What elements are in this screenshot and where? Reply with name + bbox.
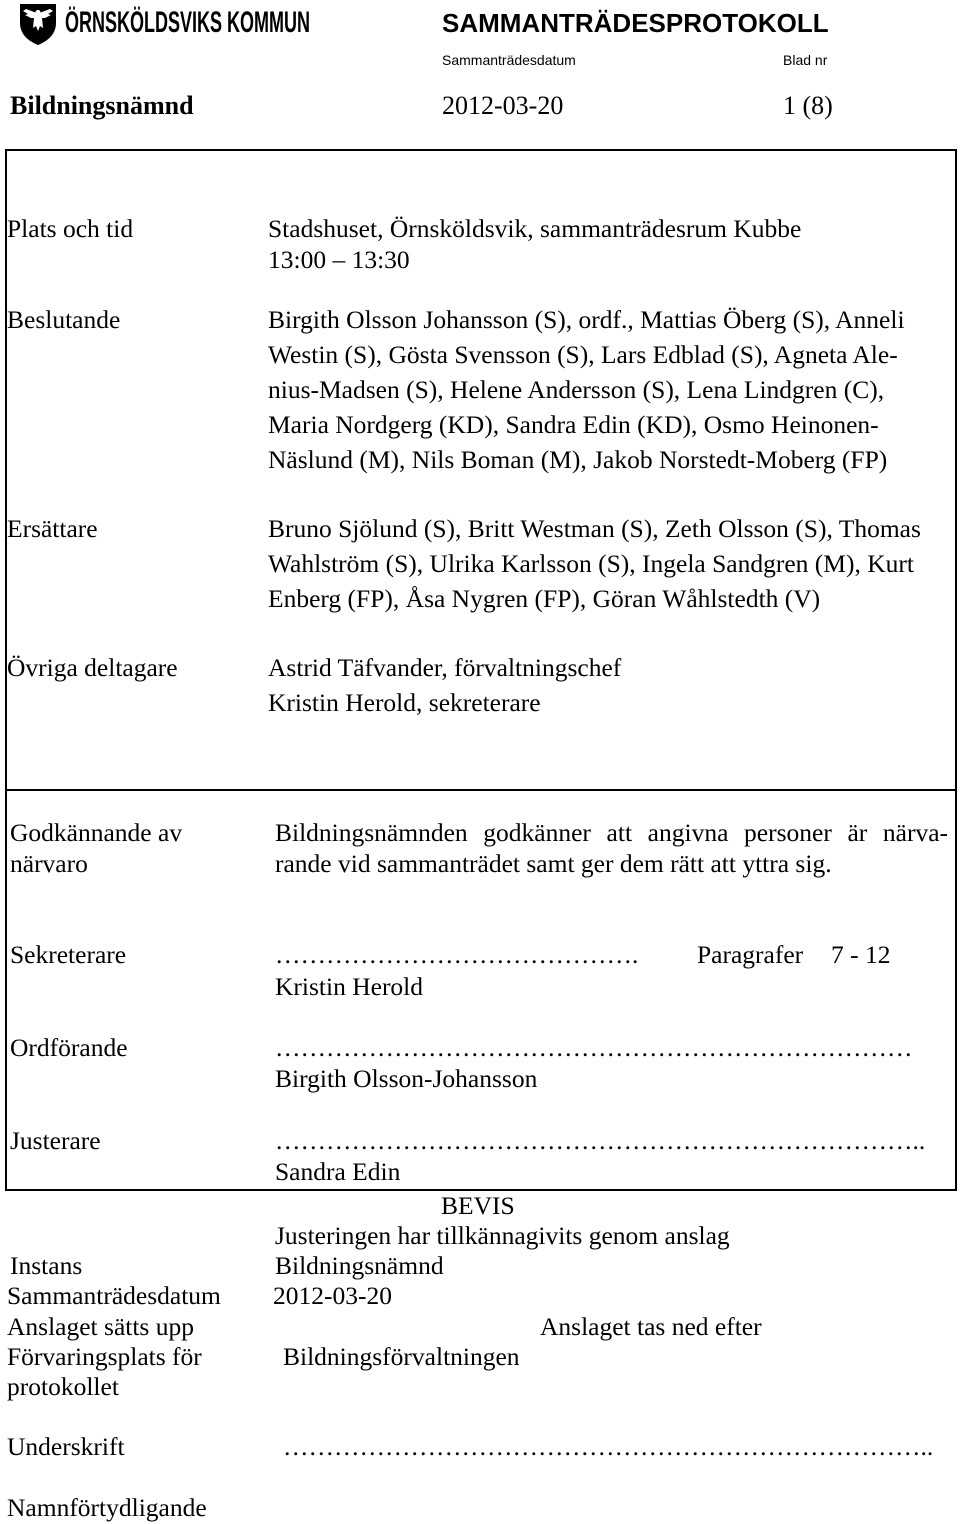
chair-name: Birgith Olsson-Johansson bbox=[275, 1064, 538, 1093]
substitutes-line: Bruno Sjölund (S), Britt Westman (S), Zeth Olsson (S), Thomas bbox=[268, 514, 921, 543]
deciding-members-line: Westin (S), Gösta Svensson (S), Lars Edblad (S), Agneta Ale- bbox=[268, 340, 898, 369]
document-type: SAMMANTRÄDESPROTOKOLL bbox=[442, 8, 829, 38]
place-line: Stadshuset, Örnsköldsvik, sammanträdesrum Kubbe bbox=[268, 214, 802, 243]
certificate-title: BEVIS bbox=[441, 1191, 515, 1220]
meeting-date: 2012-03-20 bbox=[442, 91, 564, 120]
organization-name: ÖRNSKÖLDSVIKS KOMMUN bbox=[65, 6, 311, 39]
section-divider bbox=[5, 789, 957, 791]
deciding-members-line: Maria Nordgerg (KD), Sandra Edin (KD), Osmo Heinonen- bbox=[268, 410, 879, 439]
adjuster-signature-line: ………………………………………………………………….. bbox=[275, 1126, 926, 1155]
box-right-rule bbox=[955, 149, 957, 1191]
attendance-label: närvaro bbox=[10, 849, 88, 878]
time-line: 13:00 – 13:30 bbox=[268, 245, 410, 274]
adjuster-name: Sandra Edin bbox=[275, 1157, 401, 1186]
place-label: Plats och tid bbox=[7, 214, 134, 243]
page-label: Blad nr bbox=[783, 52, 828, 68]
substitutes-label: Ersättare bbox=[7, 514, 98, 543]
committee-name: Bildningsnämnd bbox=[10, 91, 194, 120]
removed-label: Anslaget tas ned efter bbox=[540, 1312, 762, 1341]
chair-label: Ordförande bbox=[10, 1033, 128, 1062]
secretary-label: Sekreterare bbox=[10, 940, 127, 969]
signature-line: ………………………………………………………………….. bbox=[283, 1432, 934, 1461]
attendance-label: Godkännande av bbox=[10, 818, 183, 847]
storage-label: Förvaringsplats för bbox=[7, 1342, 202, 1371]
paragraphs-label: Paragrafer bbox=[697, 940, 804, 969]
deciding-members-line: nius-Madsen (S), Helene Andersson (S), Lena Lindgren (C), bbox=[268, 375, 885, 404]
secretary-signature-line: ……………………………………. bbox=[275, 940, 639, 969]
paragraphs-value: 7 - 12 bbox=[831, 940, 891, 969]
instance-value: Bildningsnämnd bbox=[275, 1251, 444, 1280]
secretary-name: Kristin Herold bbox=[275, 972, 424, 1001]
attendance-text-line: Bildningsnämnden godkänner att angivna personer är närva- bbox=[275, 818, 948, 847]
certificate-date-label: Sammanträdesdatum bbox=[7, 1281, 221, 1310]
substitutes-line: Enberg (FP), Åsa Nygren (FP), Göran Wåhlstedth (V) bbox=[268, 584, 821, 613]
posted-label: Anslaget sätts upp bbox=[7, 1312, 194, 1341]
deciding-members-line: Birgith Olsson Johansson (S), ordf., Mattias Öberg (S), Anneli bbox=[268, 305, 905, 334]
certificate-date-value: 2012-03-20 bbox=[273, 1281, 392, 1310]
other-participants-label: Övriga deltagare bbox=[7, 653, 178, 682]
signature-label: Underskrift bbox=[7, 1432, 125, 1461]
certificate-statement: Justeringen har tillkännagivits genom anslag bbox=[275, 1221, 730, 1250]
other-participant-line: Kristin Herold, sekreterare bbox=[268, 688, 541, 717]
substitutes-line: Wahlström (S), Ulrika Karlsson (S), Ingela Sandgren (M), Kurt bbox=[268, 549, 914, 578]
box-top-rule bbox=[5, 149, 957, 151]
date-label: Sammanträdesdatum bbox=[442, 52, 576, 68]
other-participant-line: Astrid Täfvander, förvaltningschef bbox=[268, 653, 622, 682]
attendance-text-line: rande vid sammanträdet samt ger dem rätt att yttra sig. bbox=[275, 849, 832, 878]
adjuster-label: Justerare bbox=[10, 1126, 101, 1155]
chair-signature-line: ………………………………………………………………… bbox=[275, 1033, 913, 1062]
page-number: 1 (8) bbox=[783, 91, 833, 120]
deciding-label: Beslutande bbox=[7, 305, 121, 334]
deciding-members-line: Näslund (M), Nils Boman (M), Jakob Norstedt-Moberg (FP) bbox=[268, 445, 888, 474]
name-clarification-label: Namnförtydligande bbox=[7, 1493, 207, 1522]
instance-label: Instans bbox=[10, 1251, 83, 1280]
storage-label: protokollet bbox=[7, 1372, 119, 1401]
coat-of-arms-icon bbox=[18, 1, 58, 47]
storage-value: Bildningsförvaltningen bbox=[283, 1342, 520, 1371]
